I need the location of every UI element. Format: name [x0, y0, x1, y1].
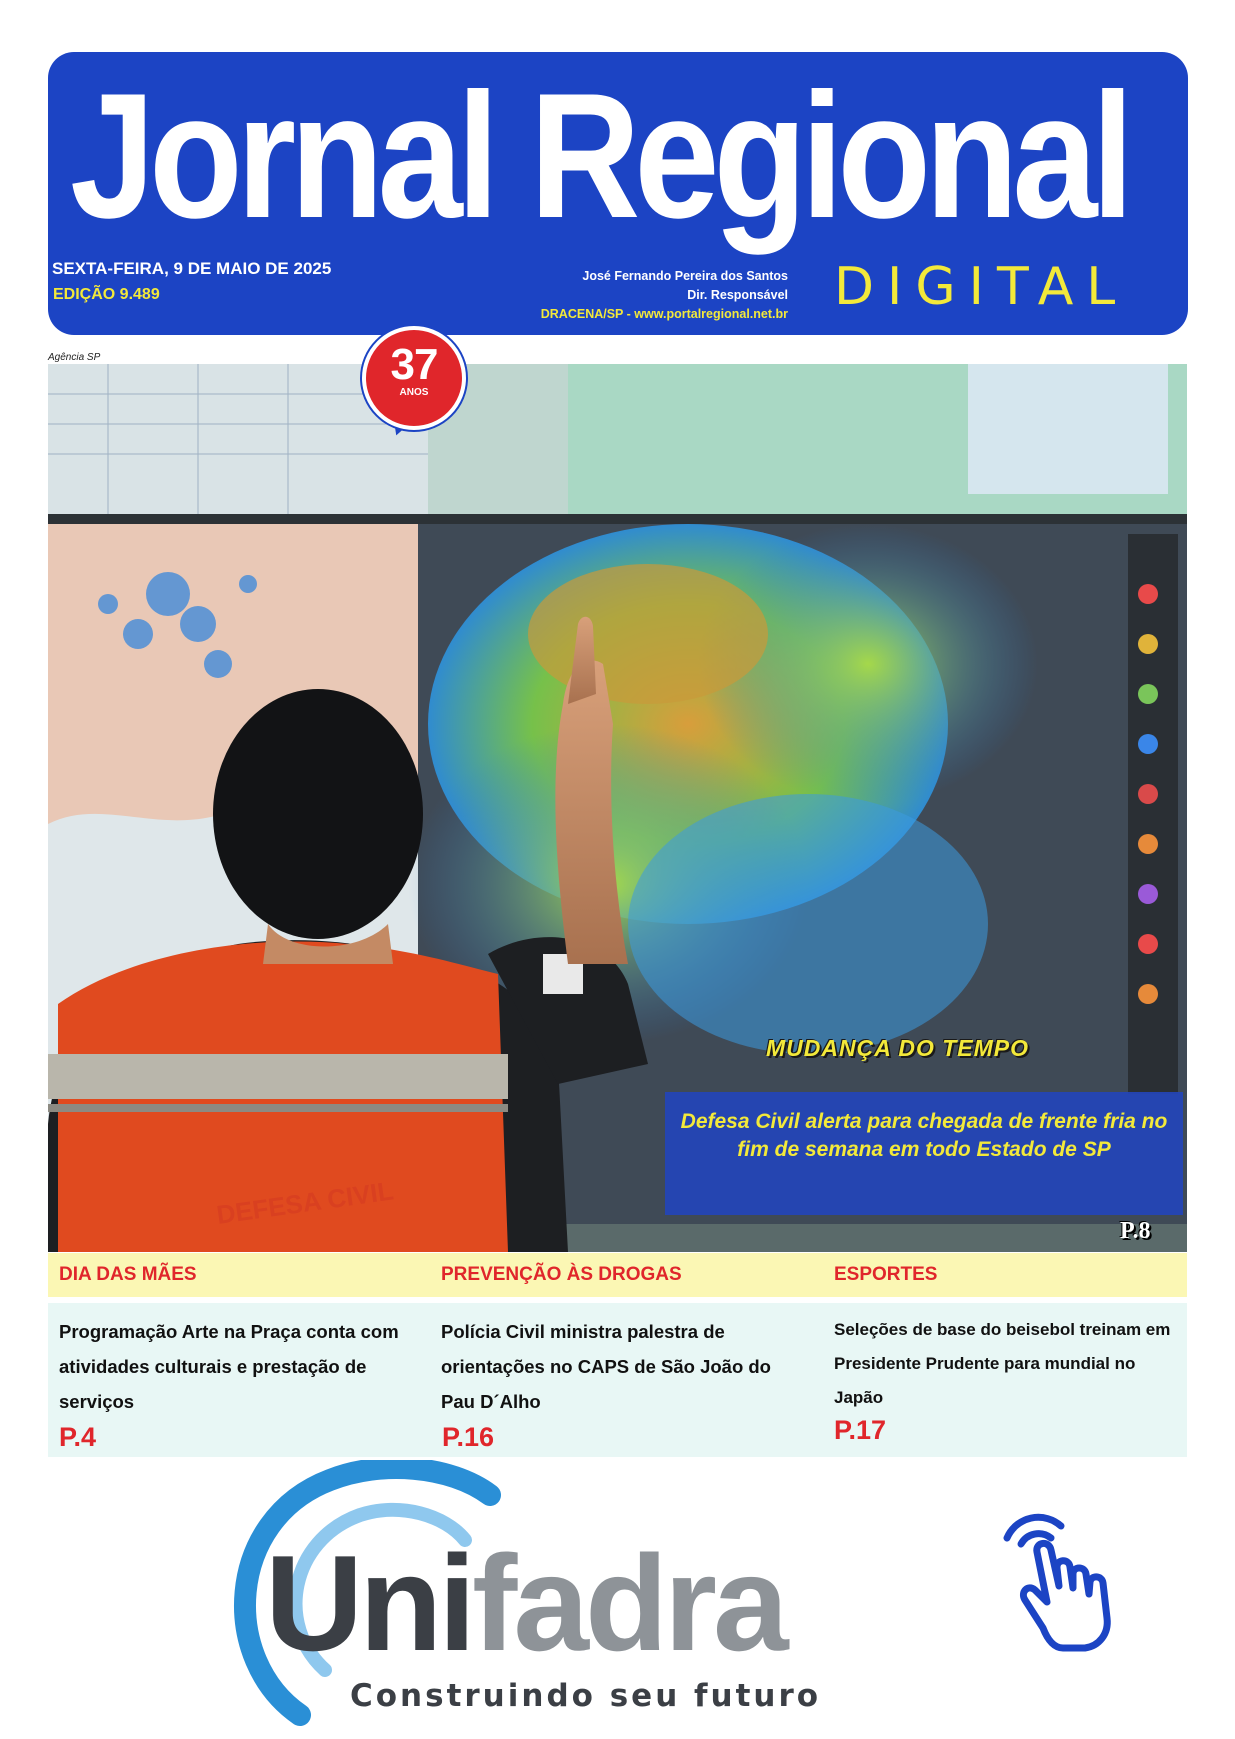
director-block	[541, 267, 788, 324]
newspaper-title: Jornal Regional	[70, 56, 1129, 255]
section-heading: DIA DAS MÃES	[59, 1264, 197, 1285]
section-heading: ESPORTES	[834, 1264, 938, 1285]
director-name: José Fernando Pereira dos Santos	[582, 269, 788, 283]
location-website[interactable]: DRACENA/SP - www.portalregional.net.br	[540, 307, 788, 321]
logo-wordmark	[265, 1527, 790, 1679]
logo-uni: Uni	[265, 1527, 473, 1679]
section-page-ref[interactable]: P.4	[59, 1422, 97, 1452]
section-heading: PREVENÇÃO ÀS DROGAS	[441, 1264, 682, 1285]
main-headline[interactable]: Defesa Civil alerta para chegada de frente fria no fim de semana em todo Estado de SP	[680, 1110, 1168, 1161]
digital-label: DIGITAL	[834, 257, 1129, 317]
logo-tagline: Construindo seu futuro	[350, 1678, 822, 1714]
headline-page-ref[interactable]: P.8	[1120, 1218, 1151, 1244]
section-page-ref[interactable]: P.17	[834, 1415, 887, 1445]
badge-label: ANOS	[399, 387, 429, 398]
masthead	[48, 52, 1188, 335]
section-teaser[interactable]: Seleções de base do beisebol treinam em Presidente Prudente para mundial no Japão	[834, 1320, 1171, 1407]
anniversary-badge	[362, 326, 466, 430]
section-teaser[interactable]: Programação Arte na Praça conta com atividades culturais e prestação de serviços	[59, 1321, 399, 1412]
unifadra-ad[interactable]	[230, 1460, 880, 1730]
section-teaser[interactable]: Polícia Civil ministra palestra de orientações no CAPS de São João do Pau D´Alho	[441, 1321, 771, 1412]
section-page-ref[interactable]: P.16	[442, 1422, 495, 1452]
issue-date: SEXTA-FEIRA, 9 DE MAIO DE 2025	[52, 259, 332, 278]
vest-text: DEFESA CIVIL	[214, 1175, 396, 1230]
edition-number: EDIÇÃO 9.489	[53, 286, 160, 303]
badge-number: 37	[390, 340, 438, 389]
logo-fadra: fadra	[472, 1527, 785, 1679]
director-role: Dir. Responsável	[687, 288, 788, 302]
headline-kicker: MUDANÇA DO TEMPO	[766, 1035, 1030, 1061]
pointer-hand-icon[interactable]	[995, 1508, 1145, 1658]
photo-credit: Agência SP	[48, 352, 101, 363]
